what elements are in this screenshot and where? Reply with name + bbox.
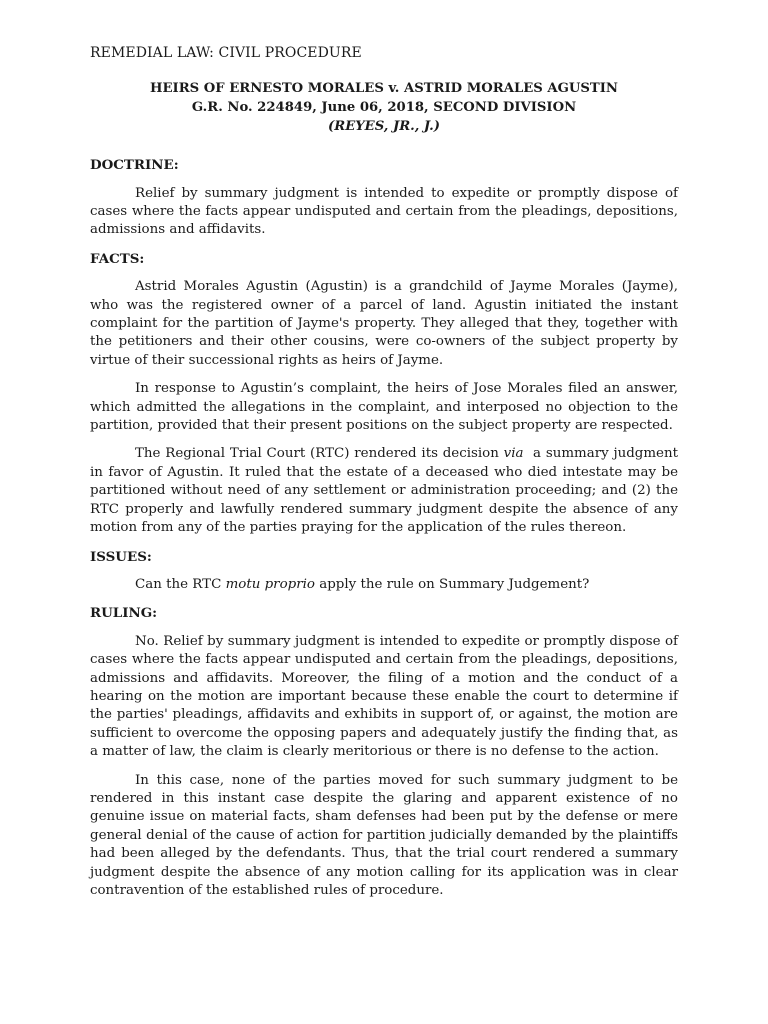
facts-p3-start: The Regional Trial Court (RTC) rendered its decision bbox=[135, 446, 504, 462]
issue-q-start: Can the RTC bbox=[135, 576, 226, 592]
case-ponente: (REYES, JR., J.) bbox=[328, 118, 440, 134]
doctrine-paragraph: Relief by summary judgment is intended to expedite or promptly dispose of cases where the facts appear undisputed and certain from the pleadings, depositions, admissions and affidavits. bbox=[90, 185, 678, 238]
case-title-block bbox=[90, 80, 678, 136]
case-citation: G.R. No. 224849, June 06, 2018, SECOND DIVISION bbox=[191, 100, 577, 115]
facts-paragraph-1: Astrid Morales Agustin (Agustin) is a grandchild of Jayme Morales (Jayme), who was the registered owner of a parcel of land. Agustin initiated the instant complaint for the partition of Jayme's property. They alleged that they, together with the petitioners and their other cousins, were co-owners of the subject property by virtue of their successional rights as heirs of Jayme. bbox=[90, 279, 678, 368]
case-title: HEIRS OF ERNESTO MORALES v. ASTRID MORALES AGUSTIN bbox=[150, 81, 618, 97]
facts-heading: FACTS: bbox=[90, 250, 145, 267]
ruling-heading: RULING: bbox=[90, 605, 158, 622]
subject-header: REMEDIAL LAW: CIVIL PROCEDURE bbox=[90, 45, 362, 61]
facts-p3-via: via bbox=[503, 446, 524, 462]
issue-q-motu-proprio: motu proprio bbox=[225, 576, 315, 592]
document-page bbox=[90, 44, 683, 910]
issue-question bbox=[90, 576, 678, 594]
issues-heading: ISSUES: bbox=[90, 548, 152, 565]
doctrine-heading: DOCTRINE: bbox=[90, 157, 179, 174]
ruling-paragraph-2: In this case, none of the parties moved for such summary judgment to be rendered in this instant case despite the glaring and apparent existence of no genuine issue on material facts, sham defenses had been put by the defense or mere general denial of the cause of action for partition judicially demanded by the plaintiffs had been alleged by the defendants. Thus, that the trial court rendered a summary judgment despite the absence of any motion calling for its application was in clear contravention of the established rules of procedure. bbox=[90, 772, 678, 898]
ruling-paragraph-1: No. Relief by summary judgment is intended to expedite or promptly dispose of cases where the facts appear undisputed and certain from the pleadings, depositions, admissions and affidavits. Moreover, the filing of a motion and the conduct of a hearing on the motion are important because these enable the court to determine if the parties' pleadings, affidavits and exhibits in support of, or against, the motion are sufficient to overcome the opposing papers and adequately justify the finding that, as a matter of law, the claim is clearly meritorious or there is no defense to the action. bbox=[90, 633, 678, 760]
facts-paragraph-3 bbox=[90, 445, 683, 537]
facts-p3-rest: a summary judgment in favor of Agustin. It ruled that the estate of a deceased who died intestate may be partitioned without need of any settlement or administration proceeding; and (2) the RTC properly and lawfully rendered summary judgment despite the absence of any motion from any of the parties praying for the application of the rules thereon. bbox=[90, 446, 683, 536]
facts-paragraph-2: In response to Agustin’s complaint, the heirs of Jose Morales filed an answer, which admitted the allegations in the complaint, and interposed no objection to the partition, provided that their present positions on the subject property are respected. bbox=[90, 381, 678, 434]
issue-q-rest: apply the rule on Summary Judgement? bbox=[314, 576, 590, 592]
